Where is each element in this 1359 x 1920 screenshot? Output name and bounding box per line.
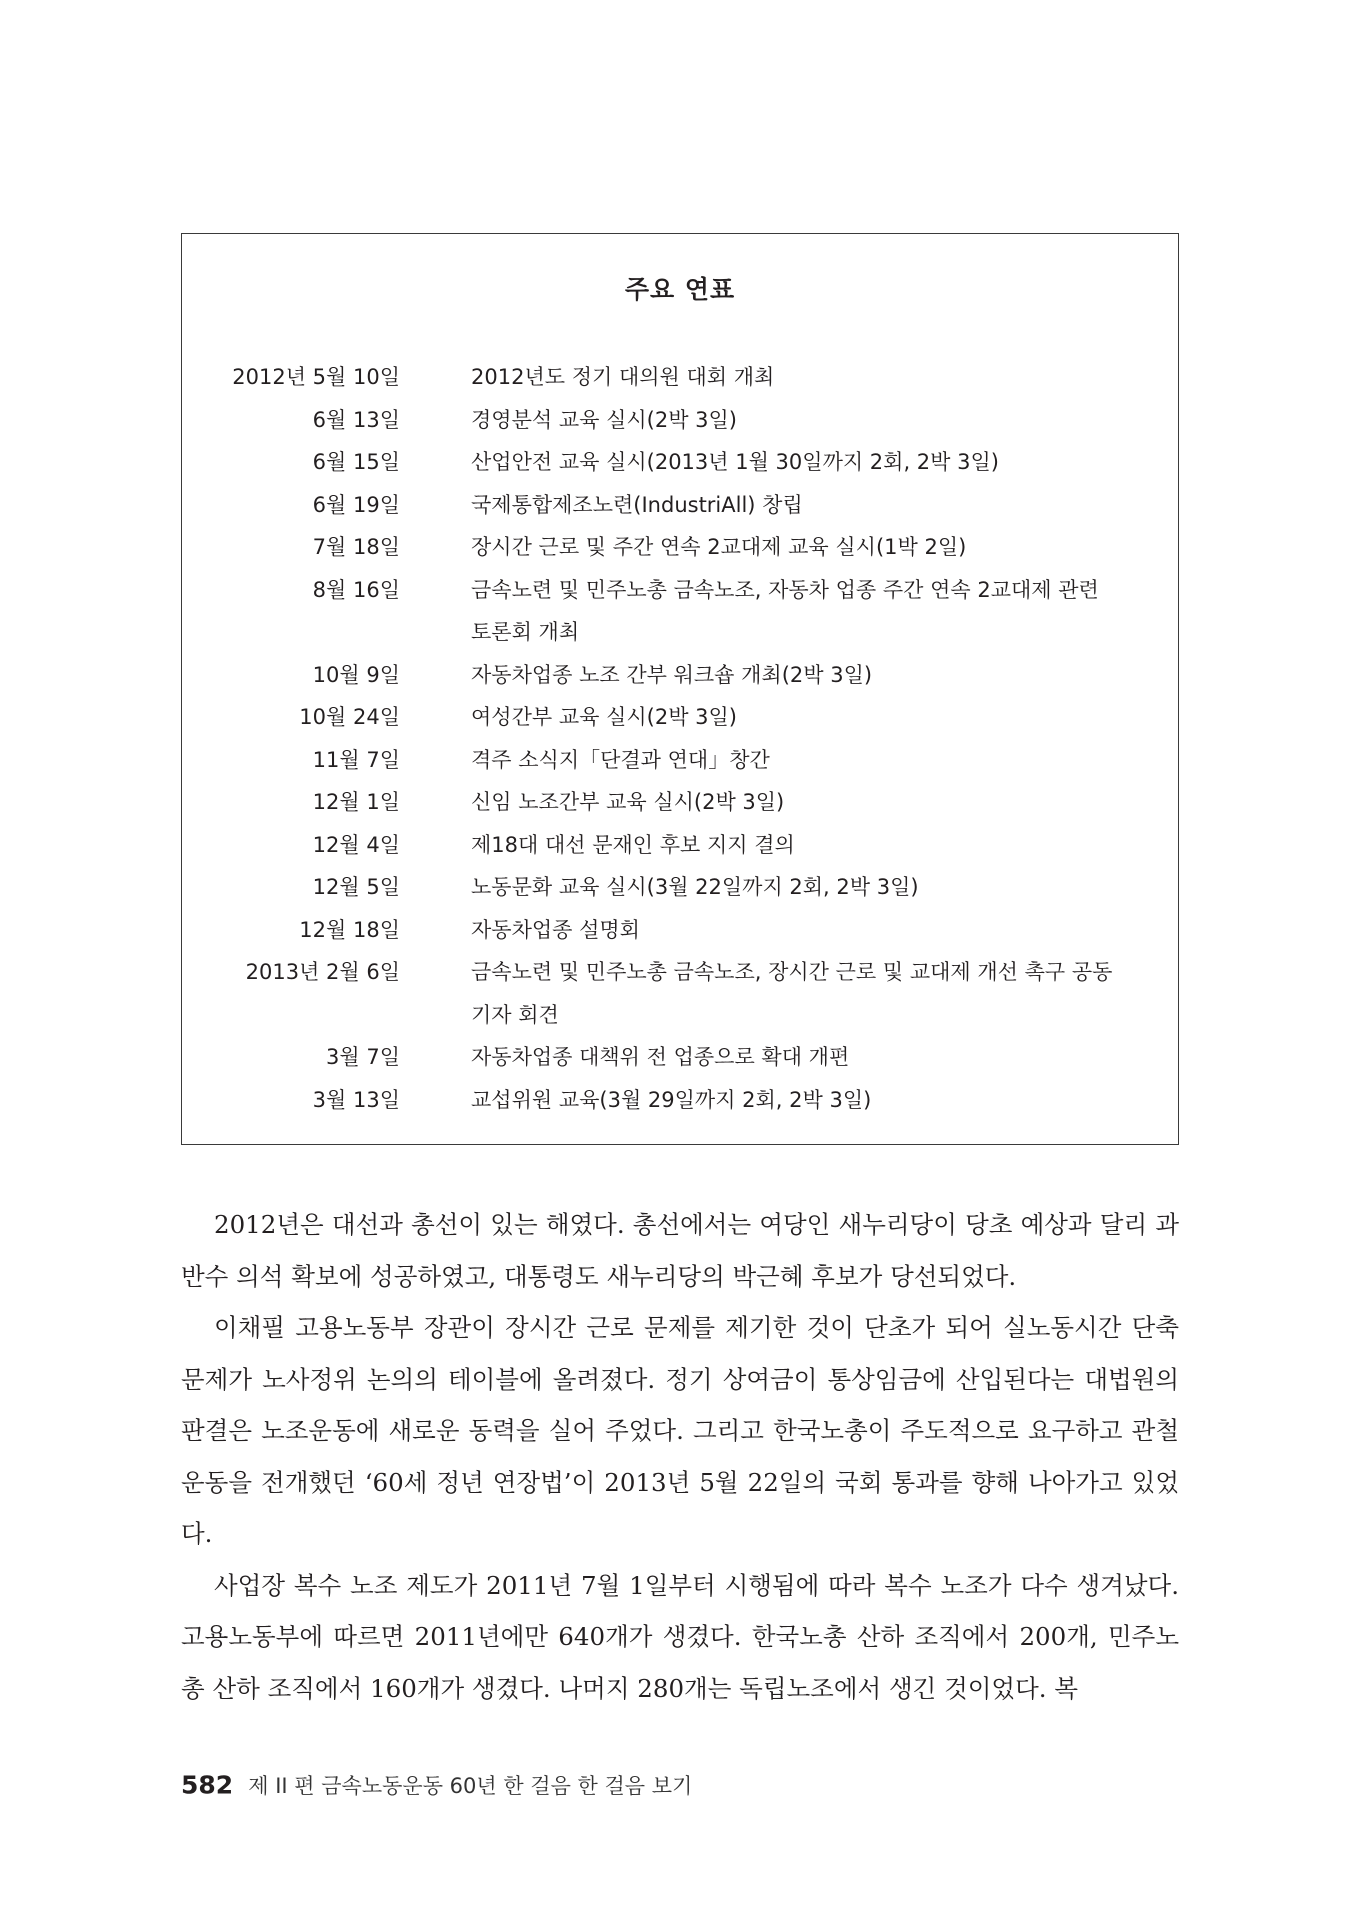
chronology-event: 금속노련 및 민주노총 금속노조, 자동차 업종 주간 연속 2교대제 관련 — [471, 577, 1099, 602]
chronology-row — [182, 569, 1178, 612]
chronology-date: 12월 18일 — [299, 917, 400, 942]
page-number: 582 — [181, 1770, 234, 1800]
page-footer — [181, 1770, 692, 1810]
chronology-event: 금속노련 및 민주노총 금속노조, 장시간 근로 및 교대제 개선 촉구 공동 — [471, 960, 1113, 984]
running-title: 제 II 편 금속노동운동 60년 한 걸음 한 걸음 보기 — [248, 1774, 693, 1798]
body-text — [181, 1199, 1179, 1714]
chronology-date: 3월 13일 — [312, 1087, 400, 1112]
chronology-row — [182, 399, 1178, 442]
chronology-row — [182, 696, 1178, 739]
chronology-row — [182, 484, 1178, 527]
chronology-row — [182, 909, 1178, 952]
chronology-event: 2012년도 정기 대의원 대회 개최 — [471, 365, 775, 389]
chronology-box — [181, 233, 1179, 1145]
chronology-date: 11월 7일 — [312, 747, 400, 772]
chronology-row — [182, 356, 1178, 399]
chronology-row — [182, 526, 1178, 569]
chronology-date: 8월 16일 — [312, 577, 400, 602]
chronology-date: 6월 15일 — [312, 450, 400, 474]
chronology-title: 주요 연표 — [624, 275, 736, 304]
chronology-event: 산업안전 교육 실시(2013년 1월 30일까지 2회, 2박 3일) — [471, 450, 999, 474]
chronology-date: 12월 4일 — [312, 832, 400, 857]
chronology-row — [182, 994, 1178, 1037]
chronology-event: 토론회 개최 — [471, 620, 580, 644]
chronology-date: 10월 9일 — [312, 662, 400, 687]
chronology-event: 기자 회견 — [471, 1002, 559, 1027]
chronology-event: 여성간부 교육 실시(2박 3일) — [471, 705, 737, 729]
chronology-row — [182, 441, 1178, 484]
chronology-event: 격주 소식지「단결과 연대」창간 — [471, 747, 770, 772]
chronology-row — [182, 951, 1178, 994]
chronology-event: 자동차업종 대책위 전 업종으로 확대 개편 — [471, 1045, 850, 1069]
chronology-date: 6월 13일 — [312, 407, 400, 432]
chronology-date: 2013년 2월 6일 — [245, 960, 400, 984]
chronology-row — [182, 781, 1178, 824]
chronology-list — [182, 356, 1178, 1121]
chronology-date: 3월 7일 — [326, 1045, 400, 1069]
chronology-event: 노동문화 교육 실시(3월 22일까지 2회, 2박 3일) — [471, 875, 919, 899]
chronology-event: 신임 노조간부 교육 실시(2박 3일) — [471, 790, 785, 814]
chronology-event: 경영분석 교육 실시(2박 3일) — [471, 407, 737, 432]
chronology-row — [182, 611, 1178, 654]
chronology-date: 2012년 5월 10일 — [232, 365, 400, 389]
chronology-row — [182, 866, 1178, 909]
chronology-date: 12월 1일 — [312, 790, 400, 814]
paragraph: 이채필 고용노동부 장관이 장시간 근로 문제를 제기한 것이 단초가 되어 실노동시간 단축 문제가 노사정위 논의의 테이블에 올려졌다. 정기 상여금이 통상임금에 산입된다는 대법원의 판결은 노조운동에 새로운 동력을 실어 주었다. 그리고 한국노총이 주도적으로 요구하고 관철 운동을 전개했던 ‘60세 정년 연장법’이 2013년 5월 22일의 국회 통과를 향해 나아가고 있었다. — [181, 1313, 1179, 1548]
chronology-row — [182, 1036, 1178, 1079]
chronology-date: 7월 18일 — [312, 535, 400, 559]
chronology-event: 자동차업종 설명회 — [471, 917, 640, 942]
chronology-row — [182, 654, 1178, 697]
chronology-row — [182, 824, 1178, 867]
chronology-row — [182, 1079, 1178, 1122]
chronology-event: 교섭위원 교육(3월 29일까지 2회, 2박 3일) — [471, 1087, 872, 1112]
paragraph: 2012년은 대선과 총선이 있는 해였다. 총선에서는 여당인 새누리당이 당초 예상과 달리 과반수 의석 확보에 성공하였고, 대통령도 새누리당의 박근혜 후보가 당선되었다. — [181, 1210, 1179, 1291]
chronology-event: 장시간 근로 및 주간 연속 2교대제 교육 실시(1박 2일) — [471, 535, 967, 559]
chronology-event: 자동차업종 노조 간부 워크숍 개최(2박 3일) — [471, 662, 873, 687]
chronology-event: 제18대 대선 문재인 후보 지지 결의 — [471, 832, 795, 857]
chronology-date: 10월 24일 — [299, 705, 400, 729]
chronology-date: 12월 5일 — [312, 875, 400, 899]
paragraph: 사업장 복수 노조 제도가 2011년 7월 1일부터 시행됨에 따라 복수 노조가 다수 생겨났다. 고용노동부에 따르면 2011년에만 640개가 생겼다. 한국노총 산하 조직에서 200개, 민주노총 산하 조직에서 160개가 생겼다. 나머지 280개는 독립노조에서 생긴 것이었다. 복 — [181, 1570, 1179, 1703]
chronology-date: 6월 19일 — [312, 492, 400, 517]
chronology-event: 국제통합제조노련(IndustriAll) 창립 — [471, 492, 803, 517]
chronology-row — [182, 739, 1178, 782]
